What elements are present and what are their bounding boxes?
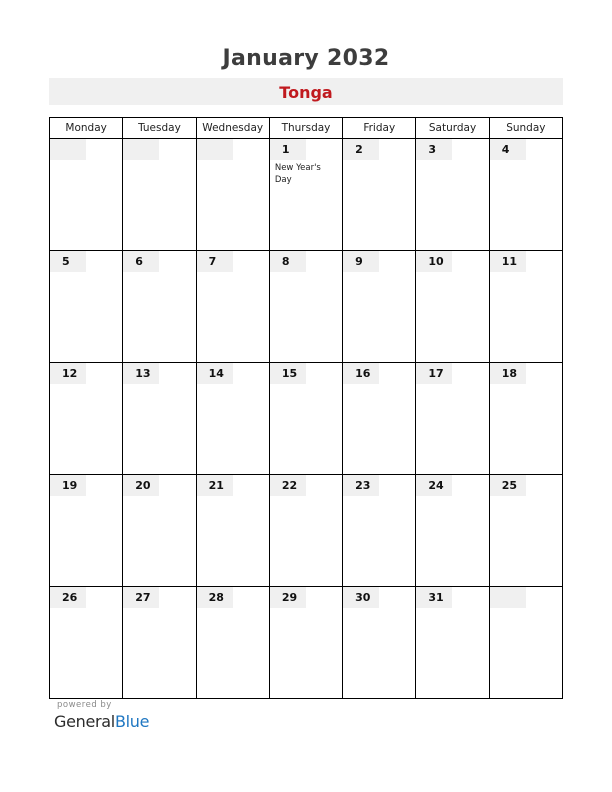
day-cell bbox=[489, 251, 562, 363]
day-number: 30 bbox=[343, 587, 379, 608]
powered-by-label: powered by bbox=[57, 700, 112, 710]
day-cell bbox=[196, 587, 269, 699]
day-number: 7 bbox=[197, 251, 233, 272]
weekday-wednesday: Wednesday bbox=[196, 118, 269, 139]
holiday-event: New Year's Day bbox=[274, 163, 321, 185]
country-name: Tonga bbox=[279, 83, 333, 102]
day-number: 8 bbox=[270, 251, 306, 272]
day-number bbox=[123, 139, 159, 160]
day-cell bbox=[343, 587, 416, 699]
day-number: 5 bbox=[50, 251, 86, 272]
day-cell bbox=[343, 139, 416, 251]
day-number: 26 bbox=[50, 587, 86, 608]
day-cell bbox=[489, 475, 562, 587]
brand-blue-text: Blue bbox=[114, 712, 150, 731]
weekday-header-row bbox=[50, 118, 563, 139]
day-cell bbox=[196, 475, 269, 587]
day-cell bbox=[343, 363, 416, 475]
day-cell bbox=[343, 475, 416, 587]
day-cell bbox=[416, 587, 489, 699]
day-number: 28 bbox=[197, 587, 233, 608]
day-number: 16 bbox=[343, 363, 379, 384]
day-cell bbox=[196, 363, 269, 475]
day-number: 31 bbox=[416, 587, 452, 608]
day-number bbox=[490, 587, 526, 608]
month-title: January 2032 bbox=[222, 46, 390, 71]
day-number: 11 bbox=[490, 251, 526, 272]
day-number: 10 bbox=[416, 251, 452, 272]
day-number: 13 bbox=[123, 363, 159, 384]
day-number bbox=[197, 139, 233, 160]
weekday-tuesday: Tuesday bbox=[123, 118, 196, 139]
day-cell bbox=[269, 363, 342, 475]
week-row bbox=[50, 587, 563, 699]
day-cell bbox=[416, 251, 489, 363]
week-row bbox=[50, 475, 563, 587]
weekday-monday: Monday bbox=[50, 118, 123, 139]
day-cell bbox=[269, 587, 342, 699]
day-number: 2 bbox=[343, 139, 379, 160]
day-cell bbox=[343, 251, 416, 363]
day-number: 18 bbox=[490, 363, 526, 384]
day-cell bbox=[269, 475, 342, 587]
weekday-saturday: Saturday bbox=[416, 118, 489, 139]
day-number: 29 bbox=[270, 587, 306, 608]
day-cell bbox=[416, 475, 489, 587]
calendar-grid bbox=[49, 117, 563, 699]
day-cell bbox=[489, 139, 562, 251]
day-cell bbox=[196, 251, 269, 363]
day-number bbox=[50, 139, 86, 160]
day-cell bbox=[123, 251, 196, 363]
day-number: 17 bbox=[416, 363, 452, 384]
day-number: 22 bbox=[270, 475, 306, 496]
country-bar bbox=[49, 78, 563, 105]
day-number: 27 bbox=[123, 587, 159, 608]
day-number: 9 bbox=[343, 251, 379, 272]
day-cell bbox=[416, 363, 489, 475]
weekday-sunday: Sunday bbox=[489, 118, 562, 139]
day-cell bbox=[489, 587, 562, 699]
day-cell bbox=[269, 251, 342, 363]
day-number: 6 bbox=[123, 251, 159, 272]
day-number: 24 bbox=[416, 475, 452, 496]
day-number: 25 bbox=[490, 475, 526, 496]
day-cell bbox=[416, 139, 489, 251]
day-cell bbox=[50, 139, 123, 251]
day-number: 19 bbox=[50, 475, 86, 496]
week-row bbox=[50, 251, 563, 363]
week-row bbox=[50, 363, 563, 475]
day-cell bbox=[489, 363, 562, 475]
brand-general-text: General bbox=[54, 712, 115, 731]
weekday-thursday: Thursday bbox=[269, 118, 342, 139]
day-number: 1 bbox=[270, 139, 306, 160]
day-cell bbox=[50, 251, 123, 363]
calendar-body bbox=[50, 139, 563, 699]
day-cell bbox=[123, 363, 196, 475]
day-number: 4 bbox=[490, 139, 526, 160]
weekday-friday: Friday bbox=[343, 118, 416, 139]
day-cell bbox=[123, 475, 196, 587]
day-number: 15 bbox=[270, 363, 306, 384]
day-cell bbox=[50, 475, 123, 587]
day-number: 14 bbox=[197, 363, 233, 384]
generalblue-logo[interactable] bbox=[54, 712, 149, 731]
day-cell bbox=[50, 363, 123, 475]
week-row bbox=[50, 139, 563, 251]
day-cell bbox=[123, 139, 196, 251]
day-number: 21 bbox=[197, 475, 233, 496]
day-number: 3 bbox=[416, 139, 452, 160]
day-cell bbox=[196, 139, 269, 251]
day-cell bbox=[50, 587, 123, 699]
day-number: 12 bbox=[50, 363, 86, 384]
day-number: 23 bbox=[343, 475, 379, 496]
day-number: 20 bbox=[123, 475, 159, 496]
day-cell bbox=[123, 587, 196, 699]
day-cell bbox=[269, 139, 342, 251]
